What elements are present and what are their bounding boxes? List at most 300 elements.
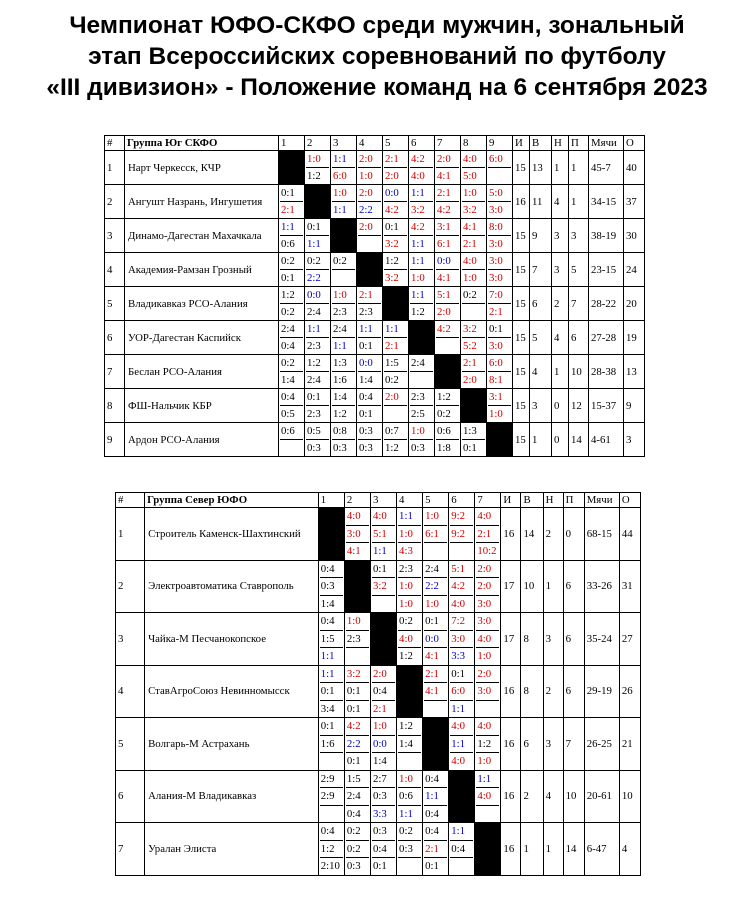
- match-score: 1:2: [399, 720, 413, 732]
- goals: 28-22: [589, 287, 624, 321]
- match-score: 7:0: [489, 289, 503, 301]
- match-score: 0:3: [320, 577, 343, 595]
- match-score: 1:1: [398, 805, 421, 823]
- draws: 1: [543, 823, 563, 876]
- match-score: 4:0: [451, 720, 466, 732]
- score-cell: [331, 185, 357, 219]
- points: 24: [624, 253, 645, 287]
- match-score: 6:0: [332, 167, 355, 184]
- score-cell: [370, 718, 396, 771]
- match-score: 1:2: [476, 735, 499, 753]
- match-score: 1:0: [333, 289, 347, 301]
- match-score: 2:3: [346, 630, 369, 648]
- match-score: 3:2: [410, 201, 433, 218]
- losses: 10: [569, 355, 589, 389]
- games-played: 16: [513, 185, 530, 219]
- losses: 5: [569, 253, 589, 287]
- score-cell: [370, 508, 396, 561]
- team-row: [105, 219, 645, 253]
- match-score: 0:1: [462, 439, 485, 456]
- match-score: 0:4: [346, 805, 369, 823]
- match-score: 1:0: [372, 720, 387, 732]
- match-score: 0:1: [281, 187, 295, 199]
- match-score: 0:4: [359, 391, 373, 403]
- match-score: 6:1: [436, 235, 459, 252]
- match-score: 1:1: [359, 323, 373, 335]
- match-score: 0:1: [424, 857, 447, 875]
- match-score: [462, 303, 485, 320]
- score-cell: [318, 823, 344, 876]
- match-score: 2:3: [306, 405, 329, 422]
- column-header: 7: [475, 493, 501, 508]
- wins: 8: [521, 665, 543, 718]
- match-score: 1:4: [280, 371, 303, 388]
- match-score: 3:0: [488, 235, 511, 252]
- score-cell: [279, 253, 305, 287]
- score-cell: [397, 613, 423, 666]
- diagonal-cell: [344, 560, 370, 613]
- losses: 6: [569, 321, 589, 355]
- score-cell: [449, 823, 475, 876]
- match-score: 1:6: [320, 735, 343, 753]
- score-cell: [423, 823, 449, 876]
- column-header: Мячи: [589, 136, 624, 151]
- match-score: 0:3: [346, 857, 369, 875]
- match-score: 2:0: [359, 221, 373, 233]
- score-cell: [357, 321, 383, 355]
- match-score: 2:0: [359, 153, 373, 165]
- score-cell: [344, 823, 370, 876]
- match-score: 1:2: [320, 840, 343, 858]
- score-cell: [344, 613, 370, 666]
- column-header: Мячи: [584, 493, 619, 508]
- games-played: 15: [513, 287, 530, 321]
- column-header: 6: [449, 493, 475, 508]
- score-cell: [383, 321, 409, 355]
- row-number: 6: [105, 321, 125, 355]
- match-score: 4:0: [346, 510, 361, 522]
- score-cell: [435, 423, 461, 457]
- match-score: 0:4: [372, 682, 395, 700]
- match-score: [358, 235, 381, 252]
- match-score: 2:3: [399, 562, 413, 575]
- column-header: В: [521, 493, 543, 508]
- match-score: [410, 371, 433, 388]
- score-cell: [461, 423, 487, 457]
- wins: 3: [530, 389, 552, 423]
- match-score: 1:1: [477, 772, 492, 785]
- games-played: 16: [501, 718, 521, 771]
- games-played: 15: [513, 219, 530, 253]
- match-score: 0:1: [385, 221, 399, 233]
- row-number: 3: [116, 613, 145, 666]
- match-score: 1:4: [333, 391, 347, 403]
- match-score: [424, 542, 447, 560]
- score-cell: [305, 287, 331, 321]
- match-score: 2:4: [306, 303, 329, 320]
- match-score: 1:0: [488, 405, 511, 422]
- match-score: 9:2: [450, 525, 473, 543]
- row-number: 4: [105, 253, 125, 287]
- standings-table-north-yufo: [115, 492, 641, 876]
- score-cell: [397, 823, 423, 876]
- match-score: 4:1: [463, 221, 477, 233]
- diagonal-cell: [331, 219, 357, 253]
- score-cell: [487, 321, 513, 355]
- diagonal-cell: [461, 389, 487, 423]
- match-score: 2:1: [476, 525, 499, 543]
- match-score: 0:0: [437, 255, 451, 267]
- match-score: 1:2: [385, 255, 399, 267]
- match-score: 0:3: [359, 425, 373, 437]
- match-score: [436, 337, 459, 354]
- team-row: [116, 823, 641, 876]
- match-score: 5:1: [451, 562, 466, 575]
- match-score: 0:6: [398, 787, 421, 805]
- score-cell: [383, 355, 409, 389]
- match-score: 1:1: [399, 510, 413, 522]
- match-score: 2:4: [333, 323, 347, 335]
- score-cell: [331, 321, 357, 355]
- goals: 26-25: [584, 718, 619, 771]
- points: 30: [624, 219, 645, 253]
- match-score: [450, 542, 473, 560]
- match-score: 0:3: [398, 840, 421, 858]
- draws: 0: [552, 389, 569, 423]
- match-score: 1:2: [437, 391, 451, 403]
- score-cell: [305, 253, 331, 287]
- diagonal-cell: [423, 718, 449, 771]
- score-cell: [331, 253, 357, 287]
- team-row: [116, 770, 641, 823]
- match-score: 1:0: [333, 187, 347, 199]
- score-cell: [279, 321, 305, 355]
- match-score: 4:1: [436, 269, 459, 286]
- match-score: 5:1: [372, 525, 395, 543]
- goals: 45-7: [589, 151, 624, 185]
- score-cell: [449, 665, 475, 718]
- match-score: 1:1: [333, 153, 347, 165]
- score-cell: [487, 219, 513, 253]
- score-cell: [305, 423, 331, 457]
- match-score: 2:0: [476, 577, 499, 595]
- losses: 6: [563, 665, 584, 718]
- goals: 34-15: [589, 185, 624, 219]
- points: 20: [624, 287, 645, 321]
- document-title: [0, 10, 754, 103]
- losses: 14: [569, 423, 589, 457]
- team-row: [116, 508, 641, 561]
- match-score: 0:3: [358, 439, 381, 456]
- goals: 38-19: [589, 219, 624, 253]
- points: 44: [619, 508, 640, 561]
- column-header: 4: [397, 493, 423, 508]
- standings-body: [116, 493, 641, 876]
- match-score: 3:0: [489, 255, 503, 267]
- losses: 7: [563, 718, 584, 771]
- match-score: 1:0: [399, 772, 413, 785]
- match-score: 0:5: [280, 405, 303, 422]
- wins: 7: [530, 253, 552, 287]
- score-cell: [279, 287, 305, 321]
- match-score: 1:5: [346, 772, 361, 785]
- score-cell: [383, 185, 409, 219]
- match-score: 5:0: [489, 187, 503, 199]
- match-score: 1:1: [410, 235, 433, 252]
- match-score: 0:1: [451, 667, 466, 680]
- match-score: 0:2: [281, 357, 295, 369]
- games-played: 15: [513, 253, 530, 287]
- score-cell: [383, 389, 409, 423]
- match-score: 0:1: [489, 323, 503, 335]
- score-cell: [370, 770, 396, 823]
- match-score: 5:2: [462, 337, 485, 354]
- score-cell: [357, 287, 383, 321]
- match-score: 4:2: [436, 201, 459, 218]
- draws: 1: [552, 151, 569, 185]
- score-cell: [461, 185, 487, 219]
- match-score: 0:8: [333, 425, 347, 437]
- match-score: 0:0: [424, 630, 447, 648]
- match-score: 2:4: [281, 323, 295, 335]
- match-score: 3:3: [450, 647, 473, 665]
- match-score: 0:3: [410, 439, 433, 456]
- match-score: 1:0: [358, 167, 381, 184]
- wins: 10: [521, 560, 543, 613]
- losses: 6: [563, 613, 584, 666]
- games-played: 15: [513, 389, 530, 423]
- score-cell: [383, 423, 409, 457]
- match-score: 0:4: [280, 337, 303, 354]
- match-score: 0:0: [372, 735, 395, 753]
- score-cell: [449, 613, 475, 666]
- score-cell: [397, 508, 423, 561]
- match-score: 3:1: [437, 221, 451, 233]
- match-score: 2:1: [359, 289, 373, 301]
- match-score: 2:1: [384, 337, 407, 354]
- match-score: 0:5: [307, 425, 321, 437]
- team-name: Чайка-М Песчанокопское: [145, 613, 319, 666]
- score-cell: [435, 389, 461, 423]
- diagonal-cell: [383, 287, 409, 321]
- match-score: 3:2: [462, 201, 485, 218]
- wins: 2: [521, 770, 543, 823]
- draws: 4: [552, 321, 569, 355]
- column-header: Н: [543, 493, 563, 508]
- match-score: 4:1: [346, 542, 369, 560]
- match-score: 3:3: [372, 805, 395, 823]
- match-score: 1:1: [411, 289, 425, 301]
- match-score: 0:1: [425, 615, 439, 627]
- match-score: 0:3: [306, 439, 329, 456]
- match-score: 5:0: [462, 167, 485, 184]
- games-played: 15: [513, 151, 530, 185]
- match-score: 1:0: [462, 269, 485, 286]
- match-score: 2:4: [346, 787, 369, 805]
- score-cell: [357, 355, 383, 389]
- score-cell: [435, 287, 461, 321]
- points: 27: [619, 613, 640, 666]
- team-row: [105, 253, 645, 287]
- match-score: 2:3: [358, 303, 381, 320]
- match-score: 1:0: [307, 153, 321, 165]
- match-score: 1:1: [332, 201, 355, 218]
- match-score: 1:0: [424, 595, 447, 613]
- match-score: 0:6: [281, 425, 295, 437]
- games-played: 15: [513, 355, 530, 389]
- column-header: О: [619, 493, 640, 508]
- losses: 6: [563, 560, 584, 613]
- row-number: 8: [105, 389, 125, 423]
- match-score: 0:1: [320, 720, 335, 732]
- goals: 28-38: [589, 355, 624, 389]
- wins: 9: [530, 219, 552, 253]
- wins: 14: [521, 508, 543, 561]
- match-score: 2:0: [436, 303, 459, 320]
- losses: 7: [569, 287, 589, 321]
- match-score: 4:0: [476, 787, 499, 805]
- score-cell: [331, 355, 357, 389]
- match-score: [450, 857, 473, 875]
- games-played: 15: [513, 423, 530, 457]
- score-cell: [475, 560, 501, 613]
- match-score: [476, 700, 499, 718]
- score-cell: [279, 423, 305, 457]
- match-score: 3:4: [320, 700, 343, 718]
- match-score: 3:0: [450, 630, 473, 648]
- score-cell: [344, 718, 370, 771]
- match-score: 3:2: [372, 577, 395, 595]
- match-score: [280, 439, 303, 456]
- match-score: 0:3: [332, 439, 355, 456]
- score-cell: [487, 151, 513, 185]
- standings-table-south-skfo: [104, 135, 645, 457]
- match-score: 4:2: [346, 720, 361, 732]
- team-row: [105, 423, 645, 457]
- column-header: 1: [318, 493, 344, 508]
- match-score: 2:4: [411, 357, 425, 369]
- match-score: [398, 857, 421, 875]
- match-score: 3:0: [346, 525, 369, 543]
- score-cell: [397, 770, 423, 823]
- points: 31: [619, 560, 640, 613]
- match-score: 1:2: [306, 167, 329, 184]
- draws: 2: [552, 287, 569, 321]
- match-score: 1:0: [425, 510, 439, 522]
- draws: 3: [543, 718, 563, 771]
- games-played: 16: [501, 508, 521, 561]
- losses: 3: [569, 219, 589, 253]
- row-number: 7: [105, 355, 125, 389]
- match-score: 10:2: [476, 542, 499, 560]
- title-line-2: этап Всероссийских соревнований по футболу: [88, 43, 666, 70]
- score-cell: [318, 665, 344, 718]
- match-score: 2:2: [358, 201, 381, 218]
- losses: 1: [569, 185, 589, 219]
- match-score: 3:0: [488, 269, 511, 286]
- column-header: #: [116, 493, 145, 508]
- match-score: 4:0: [476, 630, 499, 648]
- score-cell: [461, 355, 487, 389]
- match-score: 2:2: [424, 577, 447, 595]
- score-cell: [357, 151, 383, 185]
- match-score: 2:1: [385, 153, 399, 165]
- match-score: 2:2: [346, 735, 369, 753]
- match-score: 1:2: [332, 405, 355, 422]
- points: 10: [619, 770, 640, 823]
- points: 19: [624, 321, 645, 355]
- score-cell: [409, 185, 435, 219]
- team-row: [116, 718, 641, 771]
- match-score: 2:1: [372, 700, 395, 718]
- match-score: 0:4: [425, 825, 439, 837]
- match-score: 0:0: [359, 357, 373, 369]
- wins: 6: [521, 718, 543, 771]
- team-name: Электроавтоматика Ставрополь: [145, 560, 319, 613]
- goals: 27-28: [589, 321, 624, 355]
- match-score: 0:4: [372, 840, 395, 858]
- match-score: 2:9: [320, 787, 343, 805]
- match-score: 2:0: [372, 667, 387, 680]
- score-cell: [423, 508, 449, 561]
- score-cell: [357, 389, 383, 423]
- match-score: 0:2: [333, 255, 347, 267]
- match-score: 1:4: [320, 595, 343, 613]
- draws: 2: [543, 508, 563, 561]
- match-score: 3:0: [488, 201, 511, 218]
- row-number: 7: [116, 823, 145, 876]
- games-played: 17: [501, 560, 521, 613]
- wins: 1: [530, 423, 552, 457]
- match-score: 8:1: [488, 371, 511, 388]
- match-score: [476, 805, 499, 823]
- match-score: 2:0: [385, 391, 399, 403]
- match-score: 2:3: [332, 303, 355, 320]
- match-score: [332, 269, 355, 286]
- match-score: 3:0: [488, 337, 511, 354]
- team-row: [105, 355, 645, 389]
- match-score: 0:3: [372, 787, 395, 805]
- column-header: 2: [344, 493, 370, 508]
- goals: 29-19: [584, 665, 619, 718]
- match-score: 0:1: [320, 682, 343, 700]
- goals: 6-47: [584, 823, 619, 876]
- row-number: 5: [116, 718, 145, 771]
- match-score: 2:3: [411, 391, 425, 403]
- match-score: 0:0: [307, 289, 321, 301]
- score-cell: [344, 665, 370, 718]
- match-score: 1:1: [307, 323, 321, 335]
- score-cell: [318, 718, 344, 771]
- team-name: Академия-Рамзан Грозный: [125, 253, 279, 287]
- match-score: 3:2: [346, 667, 361, 680]
- score-cell: [409, 219, 435, 253]
- match-score: 0:4: [320, 615, 335, 627]
- match-score: 2:7: [372, 772, 387, 785]
- match-score: 4:0: [463, 255, 477, 267]
- match-score: 0:1: [346, 682, 369, 700]
- match-score: 4:0: [477, 510, 492, 522]
- wins: 8: [521, 613, 543, 666]
- draws: 4: [552, 185, 569, 219]
- match-score: 1:0: [411, 425, 425, 437]
- match-score: 4:1: [424, 682, 447, 700]
- row-number: 6: [116, 770, 145, 823]
- header-row: [105, 136, 645, 151]
- score-cell: [409, 253, 435, 287]
- score-cell: [487, 355, 513, 389]
- score-cell: [305, 389, 331, 423]
